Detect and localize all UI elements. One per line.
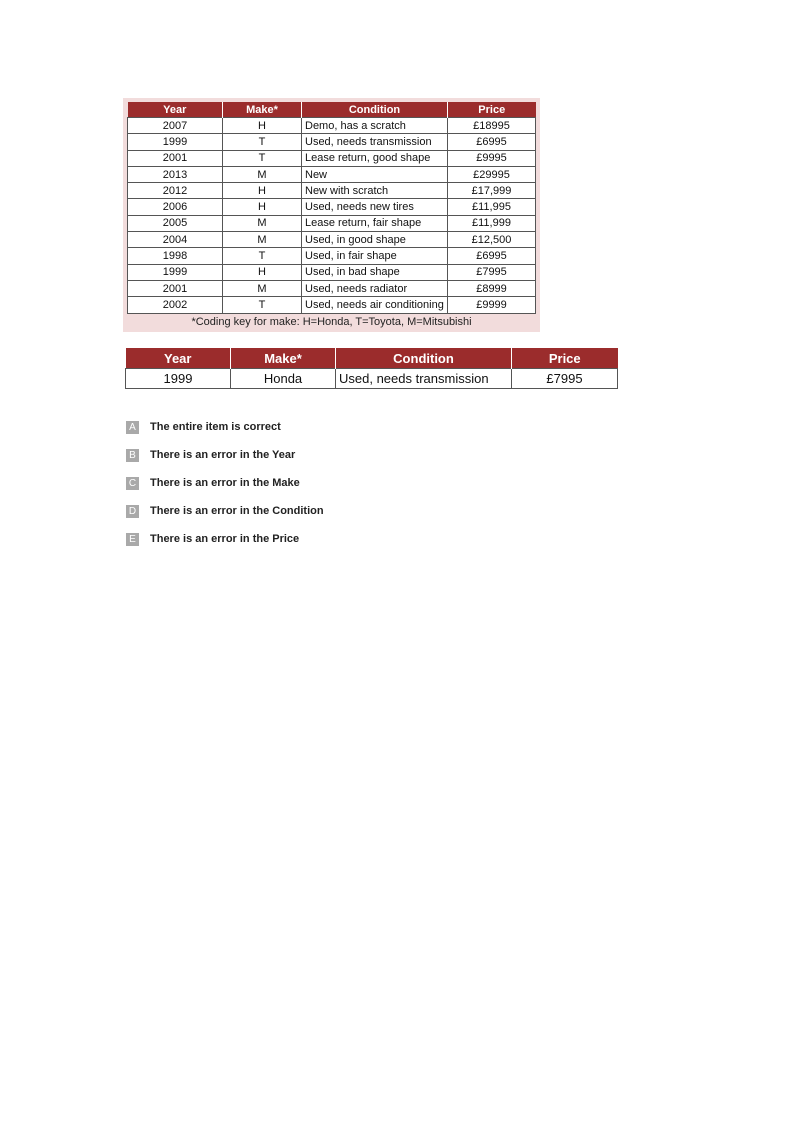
table-row [128,134,536,150]
cell-condition: New [302,166,448,182]
item-condition: Used, needs transmission [336,369,512,389]
item-price: £7995 [512,369,618,389]
cell-make: T [223,297,302,313]
cell-year: 2004 [128,232,223,248]
cell-condition: Used, needs radiator [302,280,448,296]
answer-options [126,420,324,560]
cell-price: £12,500 [448,232,536,248]
cell-make: H [223,118,302,134]
cell-price: £11,999 [448,215,536,231]
option-b[interactable] [126,448,324,462]
option-b-badge: B [126,449,139,462]
item-table-header [126,348,618,369]
cell-make: T [223,134,302,150]
table-row [128,297,536,313]
cell-price: £11,995 [448,199,536,215]
cell-year: 2013 [128,166,223,182]
reference-table-header [128,102,536,118]
option-e[interactable] [126,532,324,546]
header-year: Year [128,102,223,118]
item-year: 1999 [126,369,231,389]
item-table [125,348,618,389]
item-make: Honda [231,369,336,389]
cell-condition: Demo, has a scratch [302,118,448,134]
cell-price: £17,999 [448,183,536,199]
cell-condition: Used, needs air conditioning [302,297,448,313]
table-row [128,264,536,280]
cell-make: M [223,232,302,248]
option-d[interactable] [126,504,324,518]
table-row [128,215,536,231]
option-c[interactable] [126,476,324,490]
table-row [128,150,536,166]
header-condition: Condition [302,102,448,118]
cell-year: 1998 [128,248,223,264]
cell-condition: Used, in good shape [302,232,448,248]
table-row [128,183,536,199]
cell-year: 2005 [128,215,223,231]
cell-price: £7995 [448,264,536,280]
cell-make: T [223,150,302,166]
option-a-badge: A [126,421,139,434]
cell-condition: Used, in fair shape [302,248,448,264]
cell-make: M [223,166,302,182]
option-c-badge: C [126,477,139,490]
cell-price: £18995 [448,118,536,134]
cell-price: £6995 [448,248,536,264]
table-row [128,280,536,296]
cell-make: M [223,215,302,231]
table-row [128,232,536,248]
header-make: Make* [223,102,302,118]
table-row [128,248,536,264]
table-row [128,199,536,215]
cell-condition: New with scratch [302,183,448,199]
cell-year: 2006 [128,199,223,215]
cell-condition: Used, needs transmission [302,134,448,150]
cell-condition: Used, needs new tires [302,199,448,215]
cell-year: 2012 [128,183,223,199]
item-header-price: Price [512,348,618,369]
coding-key-note: *Coding key for make: H=Honda, T=Toyota, M=Mitsubishi [191,316,472,328]
reference-table-panel [123,98,540,332]
option-e-text: There is an error in the Price [150,533,300,545]
table-row [128,118,536,134]
reference-table [127,102,536,314]
cell-price: £6995 [448,134,536,150]
header-price: Price [448,102,536,118]
cell-make: M [223,280,302,296]
item-header-make: Make* [231,348,336,369]
option-b-text: There is an error in the Year [150,449,296,461]
option-a-text: The entire item is correct [150,421,281,433]
cell-make: H [223,183,302,199]
cell-make: H [223,264,302,280]
item-header-year: Year [126,348,231,369]
item-header-condition: Condition [336,348,512,369]
table-row [128,166,536,182]
cell-year: 1999 [128,134,223,150]
option-e-badge: E [126,533,139,546]
option-d-badge: D [126,505,139,518]
option-a[interactable] [126,420,324,434]
cell-make: T [223,248,302,264]
cell-price: £29995 [448,166,536,182]
cell-price: £8999 [448,280,536,296]
cell-year: 1999 [128,264,223,280]
cell-make: H [223,199,302,215]
cell-price: £9999 [448,297,536,313]
cell-condition: Lease return, good shape [302,150,448,166]
cell-year: 2007 [128,118,223,134]
cell-year: 2002 [128,297,223,313]
cell-condition: Used, in bad shape [302,264,448,280]
cell-year: 2001 [128,150,223,166]
item-row [126,369,618,389]
cell-condition: Lease return, fair shape [302,215,448,231]
cell-price: £9995 [448,150,536,166]
option-c-text: There is an error in the Make [150,477,300,489]
cell-year: 2001 [128,280,223,296]
option-d-text: There is an error in the Condition [150,505,324,517]
